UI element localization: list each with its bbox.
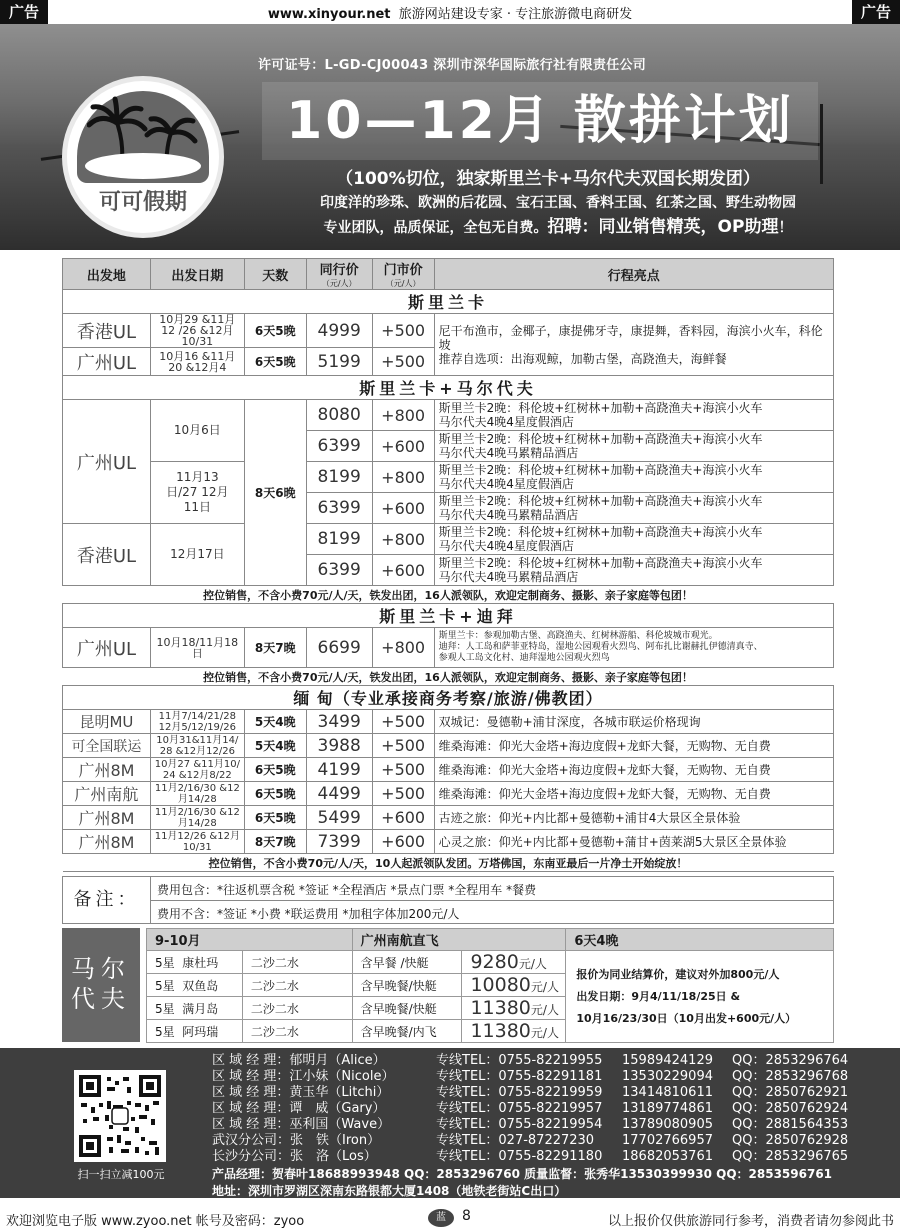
table-row — [63, 830, 834, 854]
table-row — [63, 462, 834, 493]
cell-peer: 4499 — [306, 782, 372, 806]
cell-peer: 5199 — [306, 348, 372, 376]
cell-date: 11月2/16/30 &12月14/28 — [150, 806, 244, 830]
page-title: 10—12月 散拼计划 — [262, 82, 818, 160]
cell-room: 二沙二水 — [242, 997, 352, 1020]
cell-date: 10月27 &11月10/ 24 &12月8/22 — [150, 758, 244, 782]
cell-highlights: 古迹之旅：仰光+内比都+曼德勒+浦甘4大景区全景体验 — [434, 806, 833, 830]
hero-banner — [0, 24, 900, 250]
qr-code-icon — [79, 1075, 161, 1157]
cell-date: 10月29 &11月12 /26 &12月10/31 — [150, 314, 244, 348]
cell-highlights: 斯里兰卡2晚：科伦坡+红树林+加勒+高跷渔夫+海滨小火车 马尔代夫4晚马累精品酒店 — [434, 555, 833, 586]
section-srilanka-dubai: 斯里兰卡+迪拜 — [63, 604, 834, 628]
table-row — [63, 314, 834, 348]
cell-from: 广州8M — [63, 758, 151, 782]
cell-door: +600 — [372, 830, 434, 854]
cell-price: 9280元/人 — [462, 951, 566, 974]
cell-door: +500 — [372, 782, 434, 806]
table-row — [63, 758, 834, 782]
cell-island: 5星 阿玛瑞 — [147, 1020, 243, 1043]
cell-door: +500 — [372, 314, 434, 348]
maldives-table — [146, 928, 834, 1043]
cell-room: 二沙二水 — [242, 951, 352, 974]
cell-date: 11月12/26 &12月10/31 — [150, 830, 244, 854]
cell-peer: 6399 — [306, 555, 372, 586]
page-number: 蓝 8 — [428, 1208, 471, 1227]
maldives-header — [147, 929, 834, 951]
cell-peer: 8199 — [306, 462, 372, 493]
cell-peer: 8080 — [306, 400, 372, 431]
table-row — [63, 710, 834, 734]
contact-row: 区 域 经 理：江小妹（Nicole） 专线TEL：0755-82291181 13530229094 QQ：2853296768 — [212, 1069, 849, 1084]
licence-number: 许可证号：L-GD-CJ00043 深圳市深华国际旅行社有限责任公司 — [258, 58, 647, 73]
cell-peer: 7399 — [306, 830, 372, 854]
cell-highlights: 斯里兰卡：参观加勒古堡、高跷渔夫、红树林游船、科伦坡城市观光。 迪拜：人工岛和萨菲亚特岛，湿地公园观看火烈鸟、阿布扎比谢赫扎伊德清真寺、 参观人工岛文化村、迪拜湿地公园观火烈鸟 — [434, 628, 833, 668]
cell-door: +800 — [372, 462, 434, 493]
quality-text: 专业团队，品质保证，全包无自费。 — [323, 220, 548, 236]
col-highlights: 行程亮点 — [434, 259, 833, 290]
cell-door: +500 — [372, 758, 434, 782]
cell-door: +800 — [372, 628, 434, 668]
cell-peer: 6399 — [306, 431, 372, 462]
cell-meal: 含早餐 /快艇 — [352, 951, 462, 974]
recruit-text: 招聘：同业销售精英，OP助理 — [547, 217, 779, 237]
cell-peer: 6399 — [306, 493, 372, 524]
cell-from: 广州南航 — [63, 782, 151, 806]
contact-row: 长沙分公司：张 洛（Los） 专线TEL：0755-82291180 18682053761 QQ：2853296765 — [212, 1149, 849, 1164]
cell-door: +800 — [372, 400, 434, 431]
cell-days: 8天7晚 — [244, 628, 306, 668]
cell-date: 12月17日 — [150, 524, 244, 586]
table-row — [63, 524, 834, 555]
table-row — [63, 734, 834, 758]
cell-door: +500 — [372, 348, 434, 376]
table-header — [63, 259, 834, 290]
table-row — [147, 951, 834, 974]
table-row — [63, 782, 834, 806]
cell-door: +600 — [372, 493, 434, 524]
disclaimer: 以上报价仅供旅游同行参考，消费者请勿参阅此书 — [607, 1214, 894, 1229]
cell-from: 昆明MU — [63, 710, 151, 734]
table-row — [63, 628, 834, 668]
cell-door: +600 — [372, 806, 434, 830]
fee-exclude: 费用不含：*签证 *小费 *联运费用 *加租字体加200元/人 — [157, 907, 460, 921]
contact-row: 区 域 经 理：黄玉华（Litchi） 专线TEL：0755-82219959 13414810611 QQ：2850762921 — [212, 1085, 849, 1100]
recruit-line — [258, 212, 858, 237]
cell-days: 6天5晚 — [244, 348, 306, 376]
cell-days: 5天4晚 — [244, 710, 306, 734]
cell-date: 10月18/11月18日 — [150, 628, 244, 668]
cell-door: +600 — [372, 431, 434, 462]
col-days: 天数 — [244, 259, 306, 290]
cell-door: +600 — [372, 555, 434, 586]
logo-island — [85, 153, 201, 179]
cell-from: 香港UL — [63, 524, 151, 586]
section-srilanka: 斯里兰卡 — [63, 290, 834, 314]
notice-text: 控位销售，不含小费70元/人/天，铁发出团，16人派领队，欢迎定制商务、摄影、亲子家庭等包团！ — [63, 586, 834, 604]
tagline: 印度洋的珍珠、欧洲的后花园、宝石王国、香料王国、红茶之国、野生动物园 — [320, 195, 796, 211]
logo-text: 可可假期 — [98, 190, 187, 215]
cell-price: 11380元/人 — [462, 1020, 566, 1043]
site-link[interactable]: www.xinyour.net — [267, 7, 391, 22]
top-bar — [0, 0, 900, 24]
table-row — [63, 806, 834, 830]
slogan-text: 旅游网站建设专家 · 专注旅游微电商研发 — [398, 7, 633, 22]
cell-door: +500 — [372, 710, 434, 734]
cell-highlights: 斯里兰卡2晚：科伦坡+红树林+加勒+高跷渔夫+海滨小火车 马尔代夫4晚4星度假酒店 — [434, 462, 833, 493]
cell-from: 可全国联运 — [63, 734, 151, 758]
notice-text: 控位销售，不含小费70元/人/天，铁发出团，16人派领队，欢迎定制商务、摄影、亲子家庭等包团！ — [63, 668, 834, 686]
contact-row: 区 域 经 理：谭 威（Gary） 专线TEL：0755-82219957 13189774861 QQ：2850762924 — [212, 1101, 849, 1116]
subtitle: （100%切位，独家斯里兰卡+马尔代夫双国长期发团） — [336, 169, 760, 189]
cell-highlights: 斯里兰卡2晚：科伦坡+红树林+加勒+高跷渔夫+海滨小火车 马尔代夫4晚马累精品酒店 — [434, 493, 833, 524]
cell-days: 6天5晚 — [244, 782, 306, 806]
contact-row: 区 域 经 理：巫利国（Wave） 专线TEL：0755-82219954 13789080905 QQ：2881564353 — [212, 1117, 849, 1132]
contact-footer — [0, 1048, 900, 1198]
cell-highlights: 维桑海滩：仰光大金塔+海边度假+龙虾大餐，无购物、无自费 — [434, 758, 833, 782]
cell-peer: 4199 — [306, 758, 372, 782]
cell-highlights: 斯里兰卡2晚：科伦坡+红树林+加勒+高跷渔夫+海滨小火车 马尔代夫4晚4星度假酒店 — [434, 400, 833, 431]
cell-days: 6天5晚 — [244, 314, 306, 348]
cell-highlights: 维桑海滩：仰光大金塔+海边度假+龙虾大餐，无购物、无自费 — [434, 734, 833, 758]
cell-peer: 3988 — [306, 734, 372, 758]
cell-island: 5星 满月岛 — [147, 997, 243, 1020]
maldives-label: 马尔代夫 — [62, 928, 140, 1042]
cell-days: 6天5晚 — [244, 806, 306, 830]
col-door: 门市价 （元/人） — [372, 259, 434, 290]
cell-date: 10月16 &11月20 &12月4 — [150, 348, 244, 376]
cell-room: 二沙二水 — [242, 1020, 352, 1043]
recruit-end: ！ — [778, 220, 793, 236]
table-row — [63, 400, 834, 431]
cell-highlights: 尼干布渔市，金椰子，康提佛牙寺，康提舞，香料园，海滨小火车，科伦坡 推荐自选项：出海观鲸，加勒古堡，高跷渔夫，海鲜餐 — [434, 314, 833, 376]
cell-days: 8天7晚 — [244, 830, 306, 854]
cell-days: 6天5晚 — [244, 758, 306, 782]
cell-date: 10月6日 — [150, 400, 244, 462]
contact-row: 武汉分公司：张 铁（Iron） 专线TEL：027-87227230 17702766957 QQ：2850762928 — [212, 1133, 849, 1148]
cell-island: 5星 双鱼岛 — [147, 974, 243, 997]
cell-peer: 5499 — [306, 806, 372, 830]
cell-peer: 4999 — [306, 314, 372, 348]
notes-box — [62, 876, 834, 924]
cell-highlights: 心灵之旅：仰光+内比都+曼德勒+蒲甘+茵莱湖5大景区全景体验 — [434, 830, 833, 854]
col-peer: 同行价 （元/人） — [306, 259, 372, 290]
cell-price: 10080元/人 — [462, 974, 566, 997]
cell-peer: 6699 — [306, 628, 372, 668]
cell-meal: 含早晚餐/快艇 — [352, 974, 462, 997]
cell-room: 二沙二水 — [242, 974, 352, 997]
cell-from: 广州8M — [63, 806, 151, 830]
contact-row: 区 域 经 理：郁明月（Alice） 专线TEL：0755-82219955 15989424129 QQ：2853296764 — [212, 1053, 849, 1068]
cell-date: 11月13日/27 12月11日 — [150, 462, 244, 524]
cell-highlights: 维桑海滩：仰光大金塔+海边度假+龙虾大餐，无购物、无自费 — [434, 782, 833, 806]
cell-price: 11380元/人 — [462, 997, 566, 1020]
notes-label: 备注： — [63, 877, 151, 923]
address: 地址：深圳市罗湖区深南东路银都大厦1408（地铁老街站C出口） — [212, 1184, 567, 1198]
ebook-info[interactable]: 欢迎浏览电子版 www.zyoo.net 帐号及密码：zyoo — [6, 1214, 305, 1229]
page-mark-icon: 蓝 — [428, 1209, 454, 1227]
cell-island: 5星 康杜玛 — [147, 951, 243, 974]
qr-caption: 扫一扫立减100元 — [77, 1168, 165, 1181]
cell-highlights: 斯里兰卡2晚：科伦坡+红树林+加勒+高跷渔夫+海滨小火车 马尔代夫4晚马累精品酒店 — [434, 431, 833, 462]
section-srilanka-maldives: 斯里兰卡+马尔代夫 — [63, 376, 834, 400]
maldives-flight: 广州南航直飞 — [352, 929, 566, 951]
cell-meal: 含早晚餐/内飞 — [352, 1020, 462, 1043]
notice-text: 控位销售，不含小费70元/人/天，10人起派领队发团。万塔佛国，东南亚最后一片净土开始绽放！ — [63, 854, 834, 872]
cell-highlights: 斯里兰卡2晚：科伦坡+红树林+加勒+高跷渔夫+海滨小火车 马尔代夫4晚4星度假酒店 — [434, 524, 833, 555]
cell-days: 8天6晚 — [244, 400, 306, 586]
maldives-days: 6天4晚 — [566, 929, 834, 951]
cell-meal: 含早晚餐/快艇 — [352, 997, 462, 1020]
bottom-bar — [0, 1204, 900, 1230]
cell-days: 5天4晚 — [244, 734, 306, 758]
cell-from: 广州8M — [63, 830, 151, 854]
product-manager: 产品经理：贺春叶18688993948 QQ：2853296760 质量监督：张秀华13530399930 QQ：2853596761 — [212, 1167, 833, 1181]
brand-logo — [62, 76, 224, 238]
cell-highlights: 双城记：曼德勒+浦甘深度，各城市联运价格现询 — [434, 710, 833, 734]
cell-date: 10月31&11月14/ 28 &12月12/26 — [150, 734, 244, 758]
col-date: 出发日期 — [150, 259, 244, 290]
maldives-month: 9-10月 — [147, 929, 353, 951]
ad-label-right: 广告 — [852, 0, 900, 24]
section-myanmar: 缅 甸（专业承接商务考察/旅游/佛教团） — [63, 686, 834, 710]
cell-from: 广州UL — [63, 628, 151, 668]
cell-from: 香港UL — [63, 314, 151, 348]
qr-code[interactable] — [74, 1070, 166, 1162]
cell-from: 广州UL — [63, 400, 151, 524]
cell-date: 11月2/16/30 &12月14/28 — [150, 782, 244, 806]
cell-peer: 3499 — [306, 710, 372, 734]
cell-date: 11月7/14/21/28 12月5/12/19/26 — [150, 710, 244, 734]
maldives-info: 报价为同业结算价，建议对外加800元/人 出发日期：9月4/11/18/25日 & 10月16/23/30日（10月出发+600元/人） — [566, 951, 834, 1043]
top-slogan — [0, 3, 900, 22]
divider — [151, 900, 834, 901]
fee-include: 费用包含：*往返机票含税 *签证 *全程酒店 *景点门票 *全程用车 *餐费 — [157, 883, 537, 897]
cell-from: 广州UL — [63, 348, 151, 376]
col-from: 出发地 — [63, 259, 151, 290]
cell-door: +500 — [372, 734, 434, 758]
cell-peer: 8199 — [306, 524, 372, 555]
cell-door: +800 — [372, 524, 434, 555]
ad-label-left: 广告 — [0, 0, 48, 24]
itinerary-table — [62, 258, 834, 872]
